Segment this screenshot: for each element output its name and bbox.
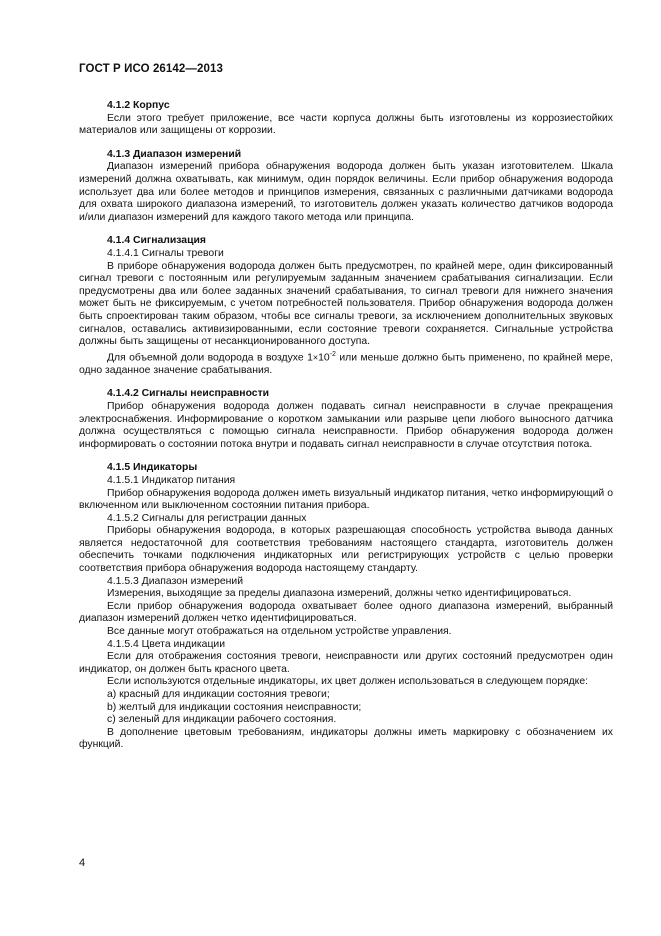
list-item: b) желтый для индикации состояния неисправности; [107,701,362,713]
subsection-heading: 4.1.5.1 Индикатор питания [107,474,236,486]
page-number: 4 [79,857,86,869]
text-fragment: Для объемной доли водорода в воздухе 1 [107,352,313,364]
paragraph: Приборы обнаружения водорода, в которых разрешающая способность устройства вывода данных является недостаточной для соответствия требованиям настоящего стандарта, изготовитель должен обеспечить точками подключения индикаторных или регистрирующих устройств с целью проверки соответствия прибора обнаружения водорода настоящему стандарту. [79,525,613,575]
paragraph: Если для отображения состояния тревоги, неисправности или других состояний предусмотрен один индикатор, он должен быть красного цвета. [79,651,613,675]
section-heading-4-1-4-2: 4.1.4.2 Сигналы неисправности [107,388,270,400]
section-heading-4-1-3: 4.1.3 Диапазон измерений [107,148,242,160]
paragraph-hydrogen-fraction [79,349,613,378]
paragraph: Все данные могут отображаться на отдельном устройстве управления. [107,626,452,638]
paragraph: Диапазон измерений прибора обнаружения водорода должен быть указан изготовителем. Шкала измерений должна охватывать, как минимум, один порядок величины. Если прибор обнаружения водорода использует два или более методов и принципов измерения, связанных с различными датчиками водорода для охвата широкого диапазона измерений, то изготовитель должен указать количество датчиков водорода и/или диапазон измерений для каждого такого метода или принципа. [79,161,613,223]
section-heading-4-1-5: 4.1.5 Индикаторы [107,462,198,474]
document-body [79,100,613,752]
subsection-heading: 4.1.4.1 Сигналы тревоги [107,247,224,259]
paragraph: Прибор обнаружения водорода должен иметь визуальный индикатор питания, четко информирующий о включенном или выключенном состоянии питания прибора. [79,487,613,512]
subsection-heading: 4.1.5.2 Сигналы для регистрации данных [107,512,307,524]
exponent: -2 [329,350,336,358]
paragraph: Если этого требует приложение, все части корпуса должны быть изготовлены из коррозиестойких материалов или защищены от коррозии. [79,112,613,137]
list-item: с) зеленый для индикации рабочего состояния. [107,714,337,726]
times-sign: × [312,352,319,363]
section-heading-4-1-4: 4.1.4 Сигнализация [107,235,206,247]
subsection-heading: 4.1.5.4 Цвета индикации [107,638,226,650]
subsection-heading: 4.1.5.3 Диапазон измерений [107,575,244,587]
text-fragment: или меньше должно быть применено, по крайней мере, одно заданное значение срабатывания. [79,352,613,376]
paragraph: Прибор обнаружения водорода должен подавать сигнал неисправности в случае прекращения электроснабжения. Информирование о коротком замыкании или разрыве цепи любого выносного датчика должна осуществляться с помощью сигнала неисправности. Прибор обнаружения водорода должен информировать о состоянии потока внутри и подавать сигнал неисправности в случае отсутствия потока. [79,400,613,450]
paragraph: В приборе обнаружения водорода должен быть предусмотрен, по крайней мере, один фиксированный сигнал тревоги с постоянным или регулируемым заданным значением срабатывания сигнализации. Если предусмотрены два или более заданных значений срабатывания, то сигнал тревоги для нижнего значения может быть не фиксируемым, с учетом потребностей пользователя. Прибор обнаружения водорода должен быть спроектирован таким образом, чтобы все сигналы тревоги, за исключением дополнительных звуковых сигналов, оставались активизированными, если состояние тревоги сохраняется. Сигнальные устройства должны быть защищены от несанкционированного доступа. [79,260,613,348]
text-fragment: 10 [318,352,330,364]
section-heading-4-1-2: 4.1.2 Корпус [107,100,170,111]
list-item: а) красный для индикации состояния тревоги; [107,689,330,700]
document-header: ГОСТ Р ИСО 26142—2013 [79,63,224,75]
paragraph: В дополнение цветовым требованиям, индикаторы должны иметь маркировку с обозначением их функций. [79,726,613,751]
paragraph: Измерения, выходящие за пределы диапазона измерений, должны четко идентифицироваться. [107,588,572,600]
paragraph: Если прибор обнаружения водорода охватывает более одного диапазона измерений, выбранный диапазон измерений должен четко идентифицироваться. [79,600,613,625]
paragraph: Если используются отдельные индикаторы, их цвет должен использоваться в следующем порядке: [107,676,589,688]
